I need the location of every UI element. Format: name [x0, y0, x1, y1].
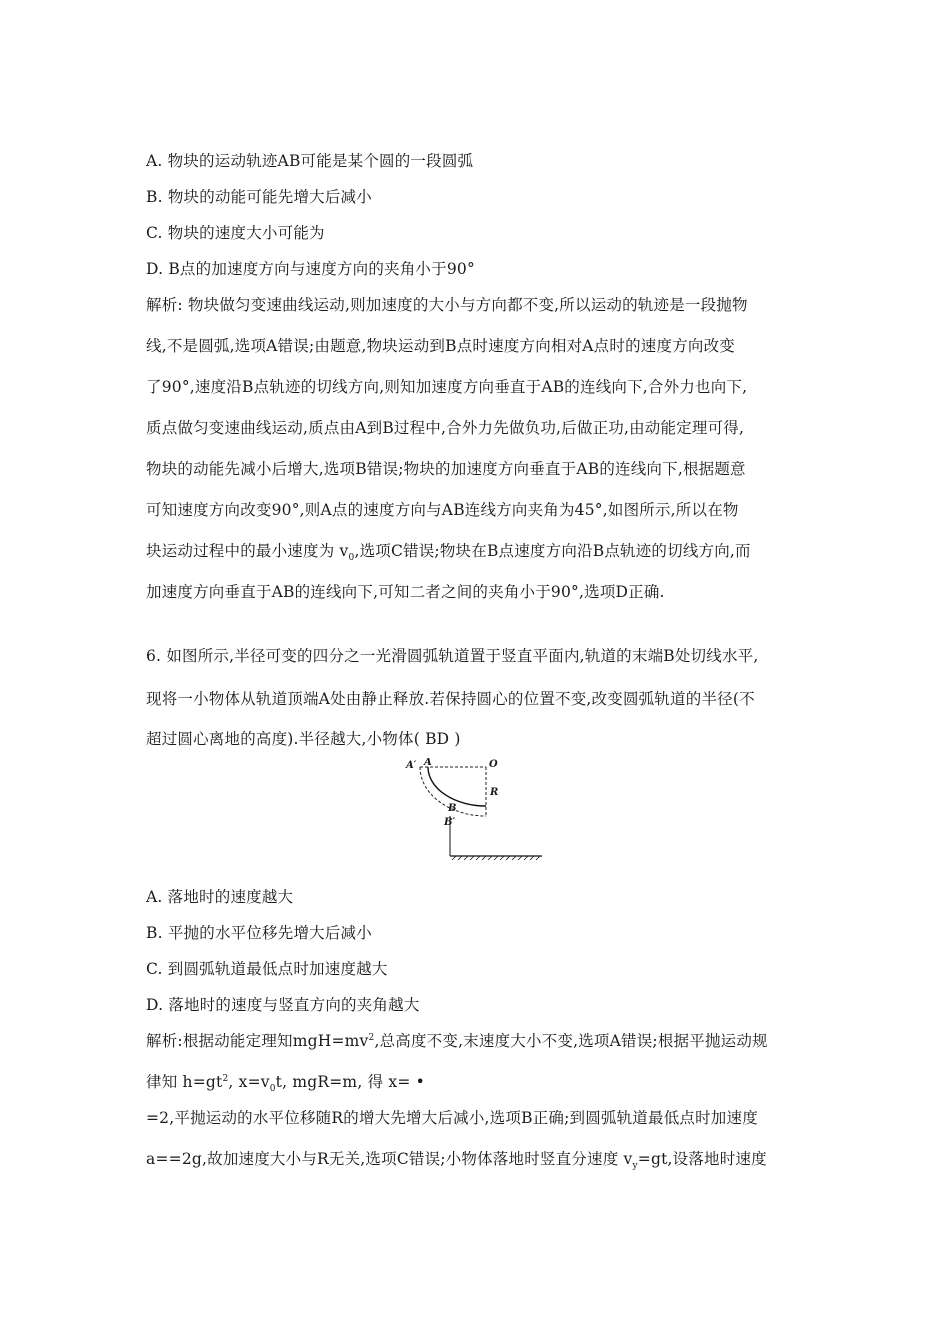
q5-analysis-line-5: 物块的动能先减小后增大,选项B错误;物块的加速度方向垂直于AB的连线向下,根据题意	[146, 460, 746, 478]
q6-analysis-1-sup: 2	[368, 1032, 375, 1043]
q6-figure	[400, 758, 550, 862]
q5-option-a: A. 物块的运动轨迹AB可能是某个圆的一段圆弧	[146, 152, 474, 170]
label-a: A	[424, 758, 432, 768]
label-b: B	[448, 803, 457, 814]
q5-analysis-line-1: 解析: 物块做匀变速曲线运动,则加速度的大小与方向都不变,所以运动的轨迹是一段抛物	[146, 296, 748, 314]
solid-arc-track	[428, 767, 486, 806]
q6-stem-line-3	[146, 729, 461, 749]
q6-analysis-4-text: a==2g,故加速度大小与R无关,选项C错误;小物体落地时竖直分速度 v	[146, 1150, 633, 1168]
label-o: O	[489, 759, 498, 770]
q5-analysis-line-8: 加速度方向垂直于AB的连线向下,可知二者之间的夹角小于90°,选项D正确.	[146, 583, 665, 601]
q6-analysis-4-sub: y	[632, 1161, 638, 1172]
q5-analysis-line-4: 质点做匀变速曲线运动,质点由A到B过程中,合外力先做负功,后做正功,由动能定理可得,	[146, 419, 745, 437]
q6-analysis-2-a: 律知 h=gt	[146, 1073, 223, 1091]
q6-option-a: A. 落地时的速度越大	[146, 888, 294, 906]
q5-option-c: C. 物块的速度大小可能为	[146, 224, 325, 242]
q6-analysis-line-3: =2,平抛运动的水平位移随R的增大先增大后减小,选项B正确;到圆弧轨道最低点时加速度	[146, 1109, 758, 1127]
q6-option-c: C. 到圆弧轨道最低点时加速度越大	[146, 960, 388, 978]
quarter-circle-track-diagram	[400, 758, 550, 862]
q5-analysis-line-2: 线,不是圆弧,选项A错误;由题意,物块运动到B点时速度方向相对A点时的速度方向改变	[146, 337, 735, 355]
q6-option-d: D. 落地时的速度与竖直方向的夹角越大	[146, 996, 420, 1014]
q6-option-b: B. 平抛的水平位移先增大后减小	[146, 924, 372, 942]
q6-analysis-2-c: t, mgR=m, 得 x= •	[275, 1073, 426, 1091]
q6-stem-close: )	[449, 730, 461, 748]
label-a-prime: A′	[406, 760, 417, 771]
q6-analysis-2-sub: 0	[269, 1084, 276, 1095]
q6-analysis-2-sup: 2	[222, 1073, 229, 1084]
q6-analysis-line-1	[146, 1031, 768, 1051]
q6-stem-line-1: 6. 如图所示,半径可变的四分之一光滑圆弧轨道置于竖直平面内,轨道的末端B处切线水平,	[146, 647, 759, 665]
q5-analysis-line-7	[146, 541, 751, 564]
q6-answer: BD	[425, 730, 450, 748]
q5-analysis-line-3: 了90°,速度沿B点轨迹的切线方向,则知加速度方向垂直于AB的连线向下,合外力也向下,	[146, 378, 748, 396]
q5-option-b: B. 物块的动能可能先增大后减小	[146, 188, 372, 206]
q6-analysis-line-4	[146, 1149, 767, 1172]
q5-option-d: D. B点的加速度方向与速度方向的夹角小于90°	[146, 260, 475, 278]
q6-stem-line-2: 现将一小物体从轨道顶端A处由静止释放.若保持圆心的位置不变,改变圆弧轨道的半径(不	[146, 690, 755, 708]
q6-stem-text: 超过圆心离地的高度).半径越大,小物体(	[146, 730, 426, 748]
label-b-prime: B′	[444, 817, 456, 828]
label-r: R	[490, 787, 499, 798]
q6-analysis-2-b: , x=v	[228, 1073, 270, 1091]
q5-min-speed-rest: ,选项C错误;物块在B点速度方向沿B点轨迹的切线方向,而	[354, 542, 751, 560]
q6-analysis-line-2	[146, 1072, 426, 1095]
q5-min-speed-text: 块运动过程中的最小速度为 v	[146, 542, 349, 560]
q6-analysis-4-rest: =gt,设落地时速度	[637, 1150, 767, 1168]
q6-analysis-1-rest: ,总高度不变,末速度大小不变,选项A错误;根据平抛运动规	[374, 1032, 768, 1050]
q5-analysis-line-6: 可知速度方向改变90°,则A点的速度方向与AB连线方向夹角为45°,如图所示,所以在物	[146, 501, 739, 519]
q6-analysis-1-text: 解析:根据动能定理知mgH=mv	[146, 1032, 369, 1050]
q5-min-speed-subscript: 0	[348, 553, 355, 564]
